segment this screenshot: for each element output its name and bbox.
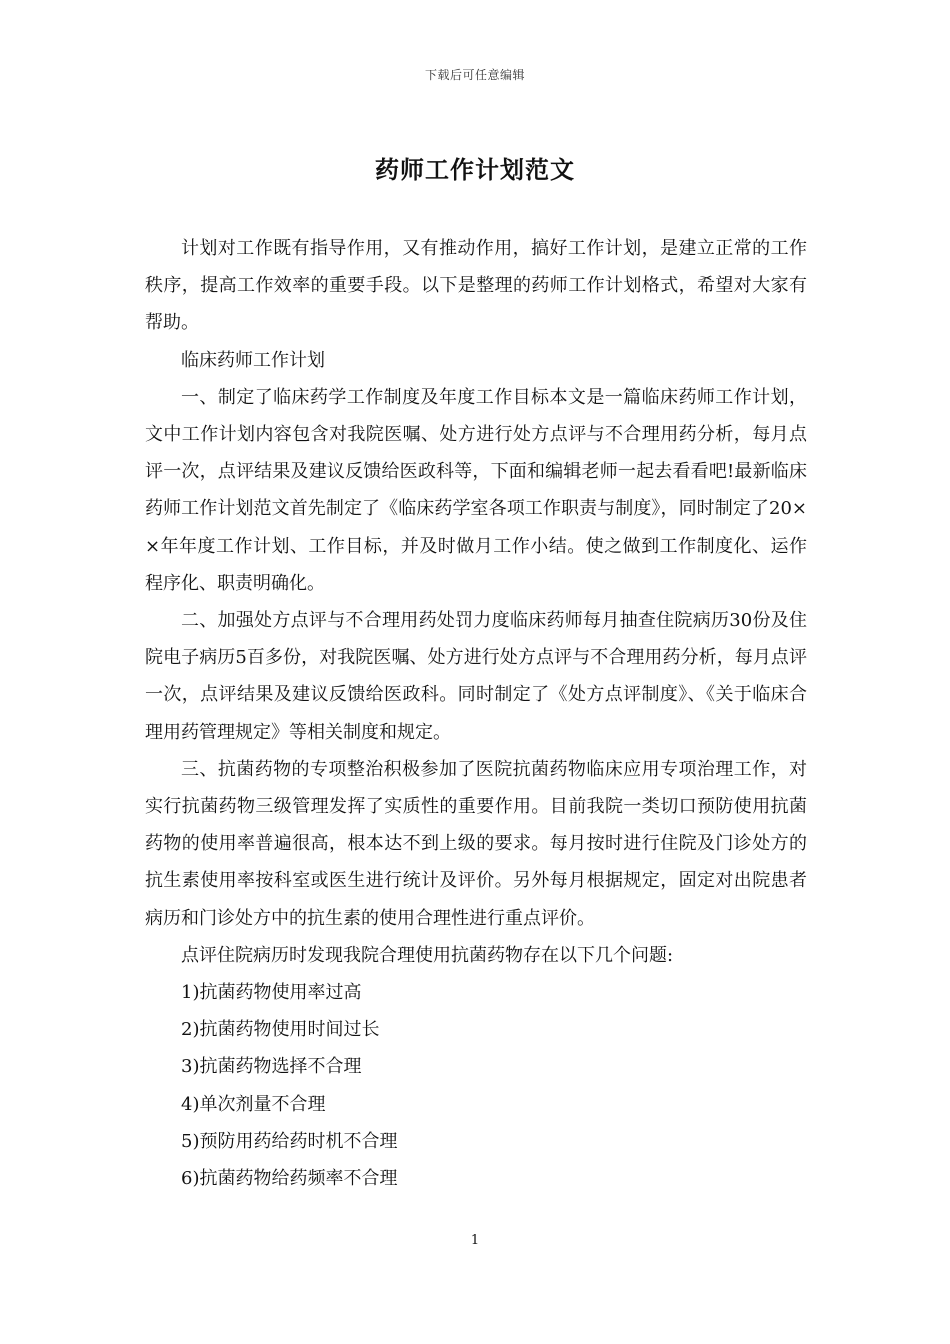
list-item: 4)单次剂量不合理 <box>181 1093 326 1115</box>
document-title: 药师工作计划范文 <box>375 155 575 184</box>
section-heading: 临床药师工作计划 <box>181 349 325 371</box>
header-note: 下载后可任意编辑 <box>424 68 525 82</box>
list-item: 5)预防用药给药时机不合理 <box>181 1130 398 1152</box>
document-body <box>145 230 807 1197</box>
list-item: 2)抗菌药物使用时间过长 <box>181 1019 380 1041</box>
page-number: 1 <box>470 1233 480 1248</box>
paragraph-section-3: 三、抗菌药物的专项整治积极参加了医院抗菌药物临床应用专项治理工作，对实行抗菌药物三级管理发挥了实质性的重要作用。目前我院一类切口预防使用抗菌药物的使用率普遍很高，根本达不到上级的要求。每月按时进行住院及门诊处方的抗生素使用率按科室或医生进行统计及评价。另外每月根据规定，固定对出院患者病历和门诊处方中的抗生素的使用合理性进行重点评价。 <box>145 758 807 929</box>
paragraph-section-2: 二、加强处方点评与不合理用药处罚力度临床药师每月抽查住院病历30份及住院电子病历5百多份，对我院医嘱、处方进行处方点评与不合理用药分析，每月点评一次，点评结果及建议反馈给医政科。同时制定了《处方点评制度》、《关于临床合理用药管理规定》等相关制度和规定。 <box>145 610 807 743</box>
paragraph-section-1: 一、制定了临床药学工作制度及年度工作目标本文是一篇临床药师工作计划，文中工作计划内容包含对我院医嘱、处方进行处方点评与不合理用药分析，每月点评一次，点评结果及建议反馈给医政科等，下面和编辑老师一起去看看吧!最新临床药师工作计划范文首先制定了《临床药学室各项工作职责与制度》，同时制定了20××年年度工作计划、工作目标，并及时做月工作小结。使之做到工作制度化、运作程序化、职责明确化。 <box>145 386 807 594</box>
paragraph-intro: 计划对工作既有指导作用，又有推动作用，搞好工作计划，是建立正常的工作秩序，提高工作效率的重要手段。以下是整理的药师工作计划格式，希望对大家有帮助。 <box>145 238 807 334</box>
list-item: 6)抗菌药物给药频率不合理 <box>181 1168 398 1190</box>
list-item: 1)抗菌药物使用率过高 <box>181 982 362 1004</box>
list-item: 3)抗菌药物选择不合理 <box>181 1056 362 1078</box>
paragraph-issues-lead: 点评住院病历时发现我院合理使用抗菌药物存在以下几个问题: <box>181 944 674 966</box>
